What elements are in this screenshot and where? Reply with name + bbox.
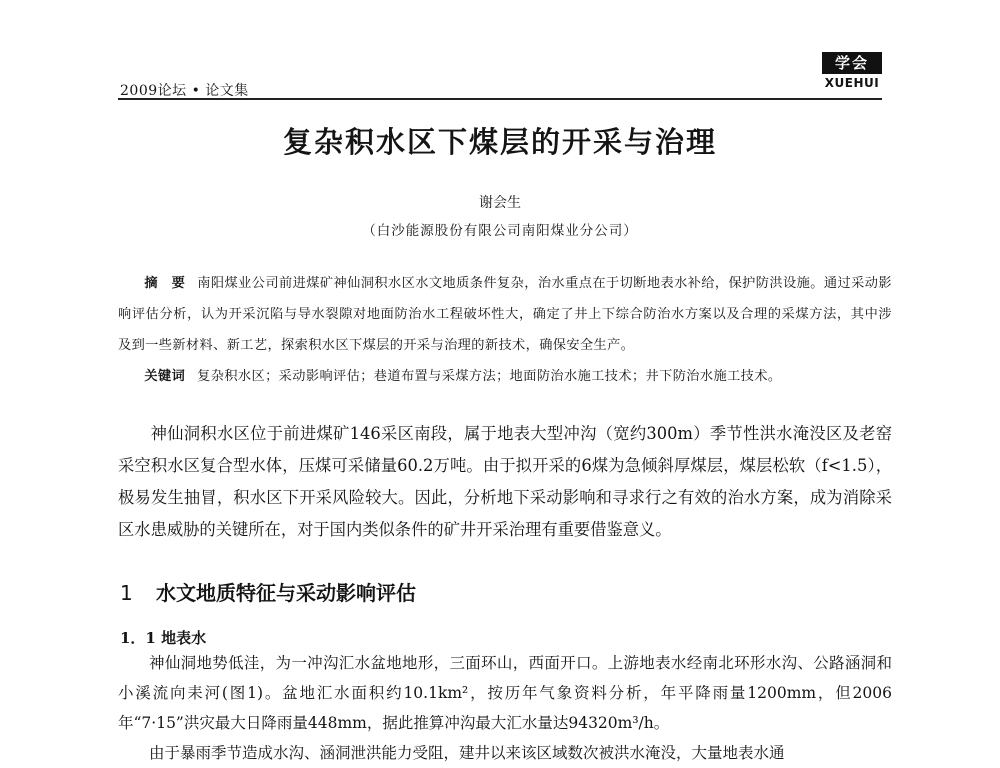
keywords-label: 关键词 <box>144 369 186 384</box>
intro-paragraph: 神仙洞积水区位于前进煤矿146采区南段，属于地表大型冲沟（宽约300m）季节性洪水淹没区及老窑采空积水区复合型水体，压煤可采储量60.2万吨。由于拟开采的6煤为急倾斜厚煤层，煤层松软（f<1.5），极易发生抽冒，积水区下开采风险较大。因此，分析地下采动影响和寻求行之有效的治水方案，成为消除采区水患威胁的关键所在，对于国内类似条件的矿井开采治理有重要借鉴意义。 <box>118 424 892 539</box>
intro-block <box>118 418 892 546</box>
logo-text: XUEHUI <box>824 76 880 90</box>
body-paragraph: 由于暴雨季节造成水沟、涵洞泄洪能力受阻，建井以来该区域数次被洪水淹没，大量地表水通 <box>149 744 785 762</box>
author-affiliation: （白沙能源股份有限公司南阳煤业分公司） <box>362 223 638 239</box>
abstract-paragraph <box>118 268 892 361</box>
keywords-paragraph <box>118 361 892 392</box>
logo-mark: 学会 <box>822 52 882 74</box>
header-rule <box>118 98 882 100</box>
subsection-heading: 1．1 地表水 <box>120 629 207 647</box>
abstract-label: 摘 要 <box>144 276 186 291</box>
surface-water-block <box>118 648 892 768</box>
section-heading <box>120 577 416 606</box>
running-header: 2009论坛 • 论文集 <box>120 83 249 99</box>
section-title: 水文地质特征与采动影响评估 <box>156 581 416 605</box>
section-number: 1 <box>120 581 133 605</box>
author-name: 谢会生 <box>479 195 521 211</box>
keywords-text: 复杂积水区；采动影响评估；巷道布置与采煤方法；地面防治水施工技术；井下防治水施工技术。 <box>197 369 782 384</box>
journal-logo <box>822 52 882 90</box>
abstract-block <box>118 268 892 392</box>
paper-title: 复杂积水区下煤层的开采与治理 <box>282 125 717 159</box>
abstract-text: 南阳煤业公司前进煤矿神仙洞积水区水文地质条件复杂，治水重点在于切断地表水补给，保护防洪设施。通过采动影响评估分析，认为开采沉陷与导水裂隙对地面防治水工程破坏性大，确定了井上下综合防治水方案以及合理的采煤方法，其中涉及到一些新材料、新工艺，探索积水区下煤层的开采与治理的新技术，确保安全生产。 <box>118 276 892 353</box>
body-paragraph: 神仙洞地势低洼，为一冲沟汇水盆地地形，三面环山，西面开口。上游地表水经南北环形水沟、公路涵洞和小溪流向耒河(图1)。盆地汇水面积约10.1km²，按历年气象资料分析，年平降雨量1200mm，但2006年“7·15”洪灾最大日降雨量448mm，据此推算冲沟最大汇水量达94320m³/h。 <box>118 654 892 732</box>
